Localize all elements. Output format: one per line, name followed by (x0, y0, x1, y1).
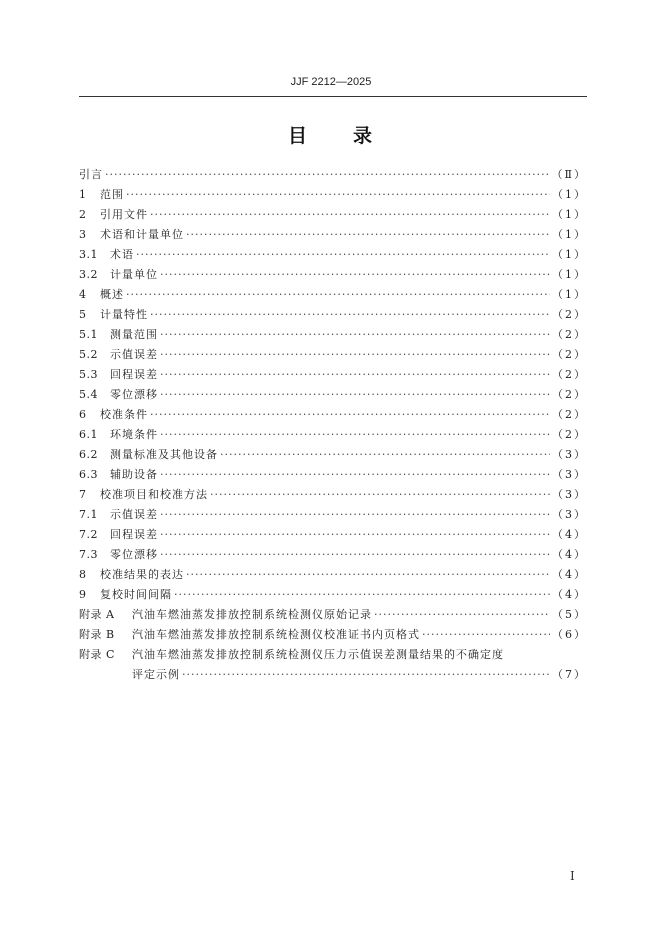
toc-entry[interactable] (79, 385, 587, 405)
toc-entry-page: （1） (552, 188, 587, 201)
toc-entry-number: 6.2 (79, 448, 98, 461)
page-title (0, 121, 662, 148)
toc-entry-title: 示值误差 (110, 348, 158, 361)
toc-entry-page: （4） (552, 588, 587, 601)
toc-leader-dots (136, 245, 550, 265)
toc-entry-title: 术语 (110, 248, 134, 261)
toc-leader-dots (150, 205, 550, 225)
toc-entry-number: 5.1 (79, 328, 98, 341)
toc-entry-title: 术语和计量单位 (100, 228, 184, 241)
toc-entry-page: （1） (552, 248, 587, 261)
toc-entry[interactable] (79, 605, 587, 625)
toc-entry-page: （6） (552, 628, 587, 641)
page-number: I (570, 869, 575, 883)
toc-entry-title: 校准条件 (100, 408, 148, 421)
toc-entry-number: 5.4 (79, 388, 98, 401)
toc-entry[interactable] (79, 365, 587, 385)
toc-entry[interactable] (79, 265, 587, 285)
toc-entry-title: 环境条件 (110, 428, 158, 441)
toc-leader-dots (374, 605, 550, 625)
toc-leader-dots (150, 305, 550, 325)
toc-entry[interactable] (79, 325, 587, 345)
toc-entry-page: （4） (552, 548, 587, 561)
toc-entry-number: 7.3 (79, 548, 98, 561)
toc-entry[interactable] (79, 465, 587, 485)
toc-entry-number: 6 (79, 408, 87, 421)
toc-entry-title: 复校时间间隔 (100, 588, 172, 601)
toc-entry-number: 6.1 (79, 428, 98, 441)
toc-leader-dots (160, 425, 550, 445)
toc-entry[interactable] (79, 405, 587, 425)
toc-entry[interactable] (79, 205, 587, 225)
toc-leader-dots (174, 585, 550, 605)
toc-entry-page: （7） (552, 668, 587, 681)
toc-entry-number: 附录 A (79, 608, 115, 621)
toc-leader-dots (126, 185, 550, 205)
toc-entry[interactable] (79, 545, 587, 565)
toc-entry-page: （3） (552, 488, 587, 501)
toc-entry[interactable] (79, 645, 587, 665)
toc-entry[interactable] (79, 425, 587, 445)
toc-entry-page: （1） (552, 228, 587, 241)
toc-entry-title: 零位漂移 (110, 388, 158, 401)
toc-leader-dots (160, 385, 550, 405)
toc-leader-dots (160, 465, 550, 485)
toc-entry[interactable] (79, 305, 587, 325)
toc-leader-dots (186, 565, 550, 585)
toc-entry-page: （4） (552, 568, 587, 581)
toc-entry[interactable] (79, 485, 587, 505)
toc-entry-title: 计量特性 (100, 308, 148, 321)
toc-entry-page: （2） (552, 408, 587, 421)
toc-entry-number: 3.2 (79, 268, 98, 281)
toc-entry-title: 汽油车燃油蒸发排放控制系统检测仪校准证书内页格式 (132, 628, 420, 641)
toc-leader-dots (160, 365, 550, 385)
toc-entry-page: （2） (552, 368, 587, 381)
toc-leader-dots (160, 265, 550, 285)
toc-entry-page: （1） (552, 288, 587, 301)
toc-leader-dots (160, 545, 550, 565)
toc-leader-dots (186, 225, 550, 245)
toc-entry-page: （5） (552, 608, 587, 621)
toc-entry-page: （3） (552, 468, 587, 481)
header-rule (79, 96, 587, 97)
toc-entry-title: 校准结果的表达 (100, 568, 184, 581)
toc-entry[interactable] (79, 445, 587, 465)
toc-entry-number: 2 (79, 208, 87, 221)
toc-entry-number: 3 (79, 228, 87, 241)
toc-entry-title: 零位漂移 (110, 548, 158, 561)
toc-entry-number: 6.3 (79, 468, 98, 481)
toc-entry-title-continued: 评定示例 (132, 668, 180, 681)
toc-entry-number: 1 (79, 188, 87, 201)
toc-entry-page: （2） (552, 388, 587, 401)
toc-leader-dots (105, 165, 550, 185)
toc-entry-title: 引言 (79, 168, 103, 181)
toc-entry-page: （2） (552, 328, 587, 341)
toc-entry[interactable] (79, 565, 587, 585)
toc-entry-title: 测量范围 (110, 328, 158, 341)
toc-entry-title: 回程误差 (110, 528, 158, 541)
toc-entry-title: 辅助设备 (110, 468, 158, 481)
toc-leader-dots (160, 325, 550, 345)
toc-entry-title: 汽油车燃油蒸发排放控制系统检测仪原始记录 (132, 608, 372, 621)
toc-leader-dots (126, 285, 550, 305)
toc-leader-dots (220, 445, 550, 465)
toc-entry[interactable] (79, 245, 587, 265)
toc-entry[interactable] (79, 185, 587, 205)
toc-entry[interactable] (79, 585, 587, 605)
toc-entry-number: 5.2 (79, 348, 98, 361)
toc-leader-dots (182, 665, 550, 685)
toc-entry-continuation[interactable] (79, 665, 587, 685)
toc-entry-number: 7 (79, 488, 87, 501)
table-of-contents (79, 165, 587, 685)
toc-leader-dots (150, 405, 550, 425)
toc-entry-number: 7.2 (79, 528, 98, 541)
toc-entry-number: 附录 C (79, 648, 115, 661)
toc-entry[interactable] (79, 625, 587, 645)
toc-entry-page: （Ⅱ） (551, 168, 587, 181)
toc-entry-title: 回程误差 (110, 368, 158, 381)
toc-entry-number: 9 (79, 588, 87, 601)
toc-entry-title: 校准项目和校准方法 (100, 488, 208, 501)
toc-entry-title: 计量单位 (110, 268, 158, 281)
toc-entry-title: 示值误差 (110, 508, 158, 521)
toc-leader-dots (160, 525, 550, 545)
toc-entry-number: 8 (79, 568, 87, 581)
toc-entry-page: （4） (552, 528, 587, 541)
toc-leader-dots (160, 345, 550, 365)
toc-entry-page: （2） (552, 348, 587, 361)
toc-entry-page: （2） (552, 428, 587, 441)
toc-entry-page: （3） (552, 508, 587, 521)
toc-entry-page: （3） (552, 448, 587, 461)
toc-leader-dots (422, 625, 550, 645)
toc-entry[interactable] (79, 285, 587, 305)
toc-entry[interactable] (79, 165, 587, 185)
title-char-2: 录 (353, 125, 375, 147)
toc-entry-page: （1） (552, 268, 587, 281)
toc-entry[interactable] (79, 525, 587, 545)
document-code: JJF 2212—2025 (290, 76, 372, 88)
toc-entry-number: 7.1 (79, 508, 98, 521)
title-char-1: 目 (287, 125, 309, 147)
toc-entry-number: 3.1 (79, 248, 98, 261)
toc-leader-dots (160, 505, 550, 525)
toc-entry[interactable] (79, 505, 587, 525)
toc-entry-number: 5 (79, 308, 87, 321)
toc-entry-title: 测量标准及其他设备 (110, 448, 218, 461)
toc-entry-page: （2） (552, 308, 587, 321)
toc-entry[interactable] (79, 225, 587, 245)
toc-leader-dots (210, 485, 550, 505)
toc-entry-number: 5.3 (79, 368, 98, 381)
toc-entry-title: 范围 (100, 188, 124, 201)
toc-entry-number: 4 (79, 288, 87, 301)
toc-entry[interactable] (79, 345, 587, 365)
toc-entry-page: （1） (552, 208, 587, 221)
toc-entry-title: 引用文件 (100, 208, 148, 221)
toc-entry-title: 概述 (100, 288, 124, 301)
toc-entry-number: 附录 B (79, 628, 115, 641)
toc-entry-title: 汽油车燃油蒸发排放控制系统检测仪压力示值误差测量结果的不确定度 (132, 648, 504, 661)
